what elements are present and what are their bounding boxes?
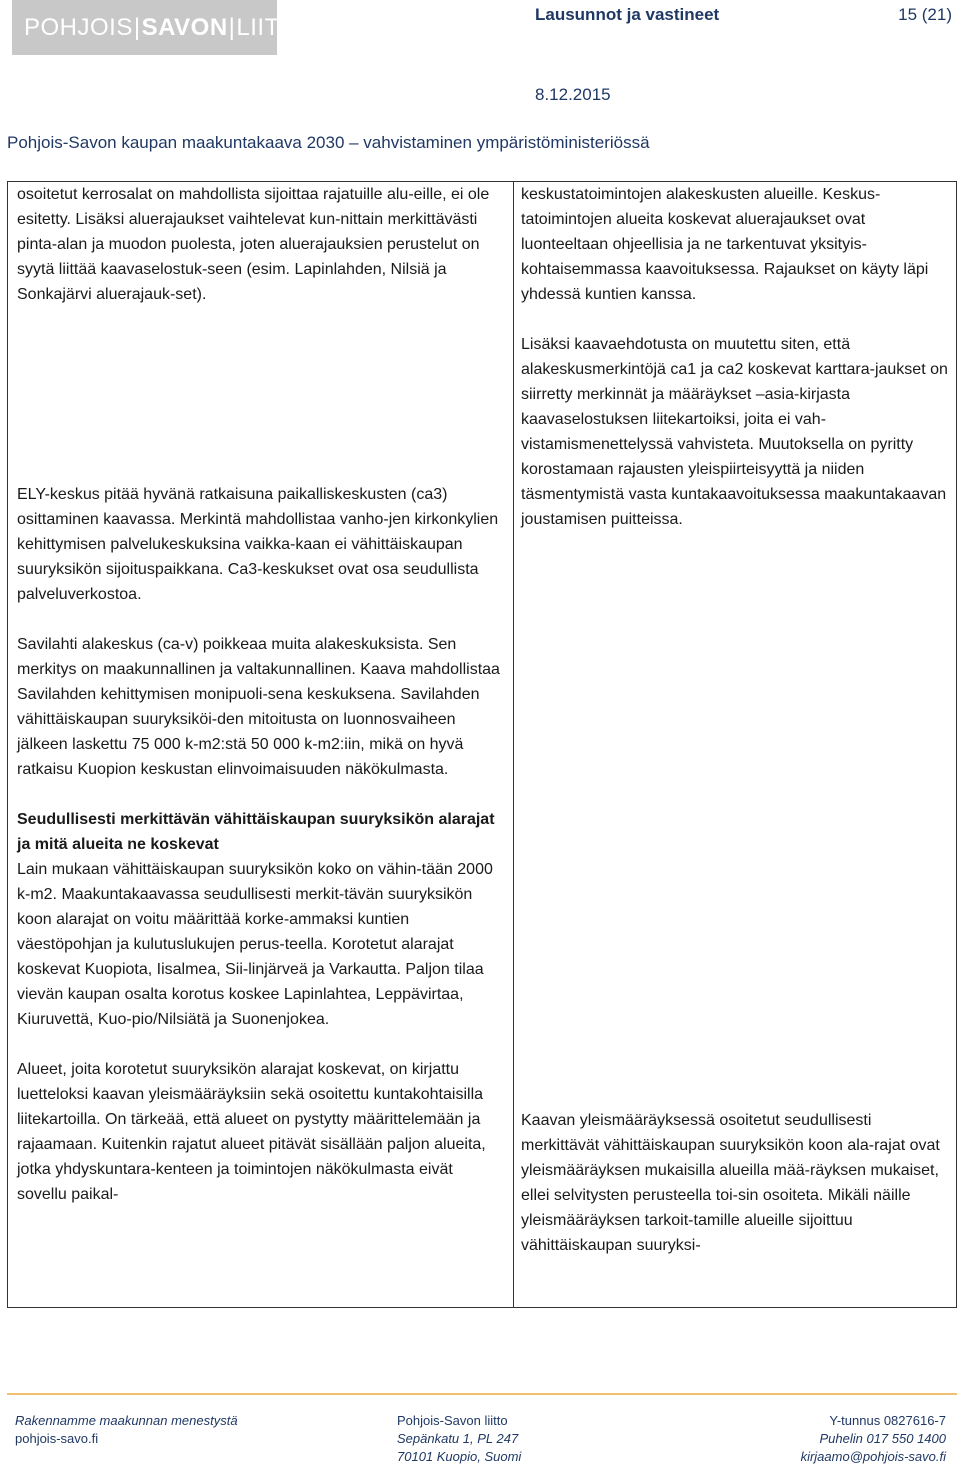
statement-column: [17, 182, 505, 1232]
statement-paragraph-2: ELY-keskus pitää hyvänä ratkaisuna paikalliskeskusten (ca3) osittaminen kaavassa. Merkintä mahdollistaa vanho-jen kirkonkylien kehittymisen palvelukeskuksina vaikka-kaan ei vähittäiskaupan suuryksikön sijoituspaikkana. Ca3-keskukset ovat osa seudullista palveluverkostoa.: [17, 486, 499, 603]
footer-right: [801, 1412, 946, 1466]
footer-phone: Puhelin 017 550 1400: [819, 1431, 946, 1446]
response-column: [521, 182, 951, 1283]
page-number: 15 (21): [898, 5, 952, 24]
logo: [12, 0, 314, 55]
footer-slogan: Rakennamme maakunnan menestystä: [15, 1413, 238, 1428]
logo-text-pohjois: POHJOIS: [24, 13, 133, 41]
logo-separator-2: |: [228, 13, 236, 41]
document-subtitle: Pohjois-Savon kaupan maakuntakaava 2030 – vahvistaminen ympäristöministeriössä: [7, 133, 650, 152]
footer-divider: [7, 1393, 957, 1395]
document-title: Lausunnot ja vastineet: [535, 5, 720, 24]
statement-paragraph-1: osoitetut kerrosalat on mahdollista sijoittaa rajatuille alu-eille, ei ole esitetty. Lisäksi aluerajaukset vaihtelevat kun-nittain merkittävästi pinta-alan ja muodon puolesta, joten aluerajauksien perustelut on syytä liittää kaavaselostuk-seen (esim. Lapinlahden, Nilsiä ja Sonkajärvi aluerajauk-set).: [17, 186, 490, 303]
footer-organization: Pohjois-Savon liitto: [397, 1413, 508, 1428]
statement-paragraph-5: Alueet, joita korotetut suuryksikön alarajat koskevat, on kirjattu luetteloksi kaavan yleismääräyksiin sekä osoitettu kuntakohtaisilla liitekartoilla. On tärkeää, että alueet on pystytty määrittelemään ja rajaamaan. Kuitenkin rajatut alueet pitävät sisällään paljon alueita, jotka yhdyskuntara-kenteen ja toimintojen näkökulmasta eivät sovellu paikal-: [17, 1061, 486, 1203]
logo-separator: |: [133, 13, 141, 41]
statement-paragraph-4: Lain mukaan vähittäiskaupan suuryksikön koko on vähin-tään 2000 k-m2. Maakuntakaavassa seudullisesti merkit-tävän suuryksikön koon alarajat on voitu määrittää korke-ammaksi kuntien väestöpohjan ja kulutuslukujen perus-teella. Korotetut alarajat koskevat Kuopiota, Iisalmea, Sii-linjärveä ja Varkautta. Paljon tilaa vievän kaupan osalta korotus koskee Lapinlahtea, Leppävirtaa, Kiuruvettä, Kuo-pio/Nilsiätä ja Suonenjokea.: [17, 861, 493, 1028]
footer-email-link[interactable]: kirjaamo@pohjois-savo.fi: [800, 1449, 946, 1464]
statement-table: [7, 181, 957, 1308]
response-paragraph-3: Kaavan yleismääräyksessä osoitetut seudullisesti merkittävät vähittäiskaupan suuryksikön koon ala-rajat ovat yleismääräyksen mukaisilla alueilla mää-räyksen mukaiset, ellei selvitysten perusteella toi-sin osoiteta. Mikäli näille yleismääräyksen tarkoit-tamille alueille sijoittuu vähittäiskaupan suuryksi-: [521, 1112, 940, 1254]
response-paragraph-2: Lisäksi kaavaehdotusta on muutettu siten, että alakeskusmerkintöjä ca1 ja ca2 koskevat karttara-jaukset on siirretty merkinnät ja määräykset –asia-kirjasta kaavaselostuksen liitekartoiksi, joita ei vah-vistamismenettelyssä vahvisteta. Muutoksella on pyritty korostamaan rajausten yleispiirteisyyttä ja niiden täsmentymistä vasta kuntakaavoituksessa maakuntakaavan joustamisen puitteissa.: [521, 336, 948, 528]
footer-city: 70101 Kuopio, Suomi: [397, 1449, 522, 1464]
response-paragraph-1: keskustatoimintojen alakeskusten alueille. Keskus-tatoimintojen alueita koskevat aluerajaukset ovat luonteeltaan ohjeellisia ja ne tarkentuvat yksityis-kohtaisemmassa kaavoituksessa. Rajaukset on käyty läpi yhdessä kuntien kanssa.: [521, 186, 929, 303]
footer-street: Sepänkatu 1, PL 247: [397, 1431, 519, 1446]
column-divider: [513, 182, 514, 1307]
footer-left: [15, 1412, 238, 1448]
footer-business-id: Y-tunnus 0827616-7: [829, 1413, 946, 1428]
logo-text-savon: SAVON: [141, 13, 228, 41]
footer-center: [397, 1412, 521, 1466]
logo-text-liitto: LIITTO: [236, 13, 314, 41]
statement-section-heading: Seudullisesti merkittävän vähittäiskaupan suuryksikön alarajat ja mitä alueita ne koskevat: [17, 811, 495, 853]
statement-paragraph-3: Savilahti alakeskus (ca-v) poikkeaa muita alakeskuksista. Sen merkitys on maakunnallinen ja valtakunnallinen. Kaava mahdollistaa Savilahden kehittymisen monipuoli-sena keskuksena. Savilahden vähittäiskaupan suuryksiköi-den mitoitusta on luonnosvaiheen jälkeen laskettu 75 000 k-m2:stä 50 000 k-m2:iin, mikä on hyvä ratkaisu Kuopion keskustan elinvoimaisuuden näkökulmasta.: [17, 636, 500, 778]
footer-website-link[interactable]: pohjois-savo.fi: [15, 1431, 99, 1446]
document-date: 8.12.2015: [535, 85, 611, 104]
